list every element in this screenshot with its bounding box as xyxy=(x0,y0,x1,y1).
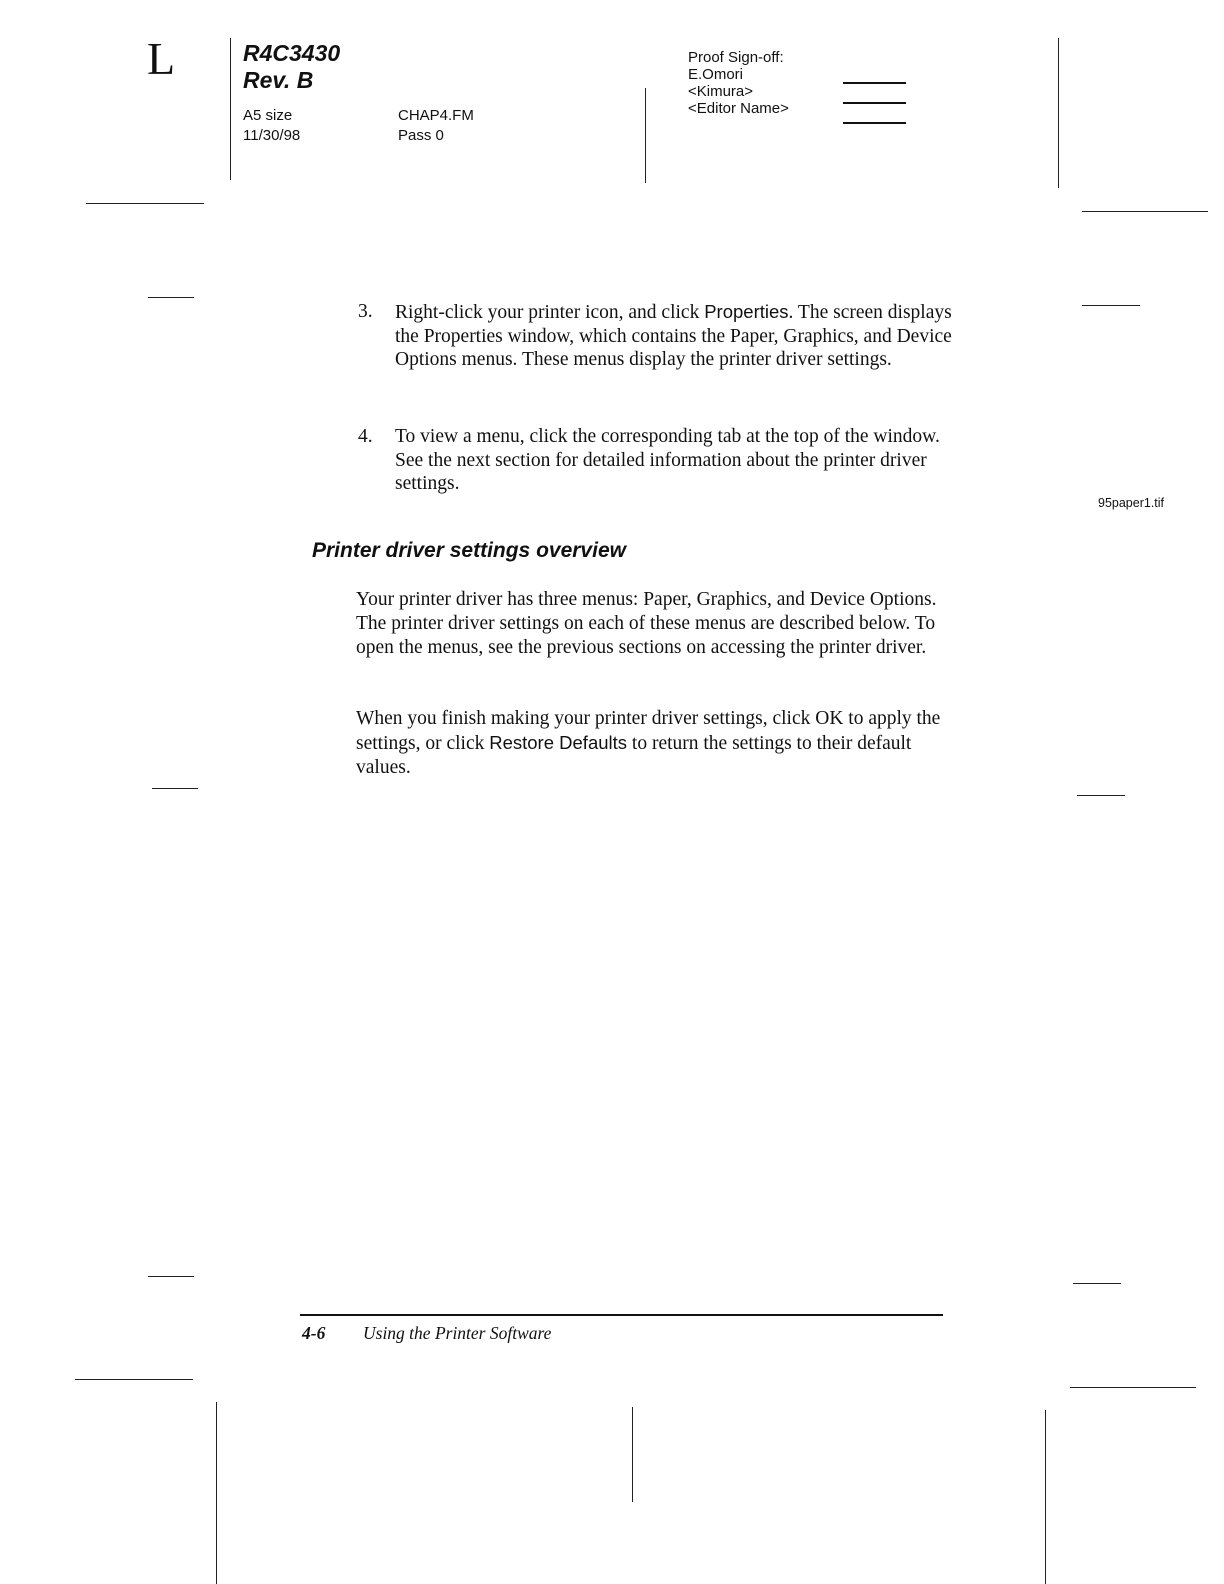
crop-mark-left-2 xyxy=(148,297,194,298)
signature-line xyxy=(843,82,906,84)
crop-mark-left-1 xyxy=(86,203,204,204)
signature-line xyxy=(843,102,906,104)
restore-defaults-term: Restore Defaults xyxy=(489,732,628,753)
signer-name: E.Omori xyxy=(688,66,744,83)
proof-signoff-block xyxy=(688,49,789,117)
footer-rule xyxy=(300,1314,943,1316)
header-divider-middle xyxy=(645,88,646,183)
crop-mark-left-5 xyxy=(75,1379,193,1380)
section-heading: Printer driver settings overview xyxy=(312,539,626,562)
overview-paragraph: Your printer driver has three menus: Paper, Graphics, and Device Options. The printer driver settings on each of these menus are described below. To open the menus, see the previous sections on accessing the printer driver. xyxy=(356,589,937,658)
signer-name: <Editor Name> xyxy=(688,100,789,117)
step-3 xyxy=(358,300,958,372)
document-revision: Rev. B xyxy=(243,67,314,93)
signer-name: <Kimura> xyxy=(688,83,754,100)
step-4 xyxy=(358,425,958,496)
header-divider-right xyxy=(1058,38,1059,188)
header-divider-left xyxy=(230,38,231,180)
crop-mark-left-3 xyxy=(152,788,198,789)
footer-page-number: 4-6 xyxy=(302,1323,326,1343)
pass-label: Pass 0 xyxy=(398,127,444,144)
date-label: 11/30/98 xyxy=(243,127,301,144)
footer-chapter-title: Using the Printer Software xyxy=(363,1323,552,1343)
crop-mark-bottom-left xyxy=(216,1402,217,1584)
proof-signoff-title: Proof Sign-off: xyxy=(688,49,784,66)
signature-line xyxy=(843,122,906,124)
step-text: Right-click your printer icon, and click Properties. The screen displays the Properties window, which contains the Paper, Graphics, and Device Options menus. These menus display the printer driver settings. xyxy=(395,301,952,370)
crop-mark-bottom-right xyxy=(1045,1410,1046,1584)
crop-mark-left-4 xyxy=(148,1276,194,1277)
step-number: 3. xyxy=(358,301,373,322)
crop-mark-right-5 xyxy=(1070,1387,1196,1388)
corner-letter: L xyxy=(147,33,176,84)
crop-mark-bottom-middle xyxy=(632,1407,633,1502)
crop-mark-right-1 xyxy=(1082,211,1208,212)
step-text: To view a menu, click the corresponding tab at the top of the window. See the next section for detailed information about the printer driver settings. xyxy=(395,426,940,494)
crop-mark-right-3 xyxy=(1077,795,1125,796)
figure-file-label: 95paper1.tif xyxy=(1098,496,1165,510)
crop-mark-right-4 xyxy=(1073,1283,1121,1284)
file-name-label: CHAP4.FM xyxy=(398,107,474,124)
step-number: 4. xyxy=(358,426,373,447)
document-code: R4C3430 xyxy=(243,40,341,66)
properties-term: Properties xyxy=(704,301,789,322)
settings-paragraph: When you finish making your printer driver settings, click OK to apply the settings, or click Restore Defaults to return the settings to their default values. xyxy=(356,708,941,778)
page-size-label: A5 size xyxy=(243,107,293,124)
crop-mark-right-2 xyxy=(1082,305,1140,306)
